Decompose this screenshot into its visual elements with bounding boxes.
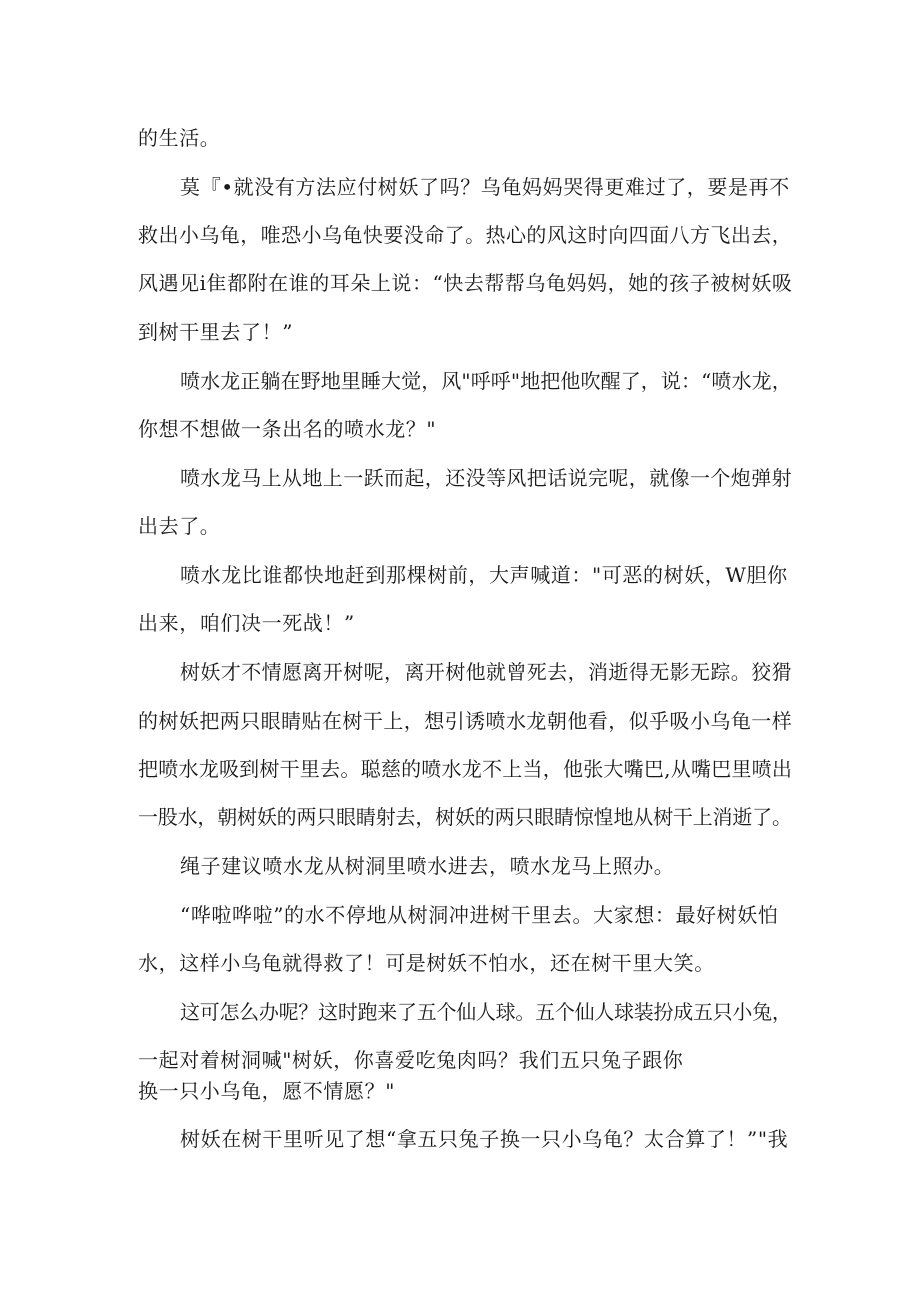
- text-line: 风遇见i隹都附在谁的耳朵上说：“快去帮帮乌龟妈妈，她的孩子被树妖吸: [138, 271, 793, 295]
- text-line: 一起对着树洞喊"树妖，你喜爱吃兔肉吗？我们五只兔子跟你: [138, 1048, 684, 1072]
- text-line: 救出小乌龟，唯恐小乌龟快要没命了。热心的风这时向四面八方飞出去，: [138, 223, 793, 247]
- text-line: 的生活。: [138, 126, 221, 150]
- paragraph-start: 这可怎么办呢？这时跑来了五个仙人球。五个仙人球装扮成五只小兔，: [180, 1000, 792, 1024]
- paragraph-start: 树妖才不情愿离开树呢，离开树他就曾死去，消逝得无影无踪。狡猾: [180, 660, 792, 684]
- paragraph-start: “哗啦哗啦”的水不停地从树洞冲进树干里去。大家想：最好树妖怕: [180, 903, 779, 927]
- paragraph-start: 莫『•就没有方法应付树妖了吗？乌龟妈妈哭得更难过了，要是再不: [180, 175, 790, 199]
- paragraph-start: 喷水龙比谁都快地赶到那棵树前，大声喊道："可恶的树妖，W胆你: [180, 563, 788, 587]
- text-line: 到树干里去了！”: [138, 320, 294, 344]
- paragraph-start: 树妖在树干里听见了想“拿五只兔子换一只小乌龟？太合算了！”"我: [180, 1127, 789, 1151]
- text-line: 换一只小乌龟，愿不情愿？": [138, 1079, 395, 1103]
- text-line: 的树妖把两只眼睛贴在树干上，想引诱喷水龙朝他看，似乎吸小乌龟一样: [138, 709, 793, 733]
- text-line: 你想不想做一条出名的喷水龙？": [138, 417, 437, 441]
- text-line: 水，这样小乌龟就得救了！可是树妖不怕水，还在树干里大笑。: [138, 951, 715, 975]
- paragraph-start: 喷水龙正躺在野地里睡大觉，风"呼呼"地把他吹醒了，说：“喷水龙，: [180, 369, 792, 393]
- text-line: 把喷水龙吸到树干里去。聪慈的喷水龙不上当，他张大嘴巴,从嘴巴里喷出: [138, 757, 793, 781]
- text-line: 出来，咱们决一死战！”: [138, 611, 355, 635]
- paragraph-start: 绳子建议喷水龙从树洞里喷水进去，喷水龙马上照办。: [180, 854, 675, 878]
- text-line: 一股水，朝树妖的两只眼睛射去，树妖的两只眼睛惊惶地从树干上消逝了。: [138, 805, 792, 829]
- text-line: 出去了。: [138, 514, 221, 538]
- paragraph-start: 喷水龙马上从地上一跃而起，还没等风把话说完呢，就像一个炮弹射: [180, 466, 792, 490]
